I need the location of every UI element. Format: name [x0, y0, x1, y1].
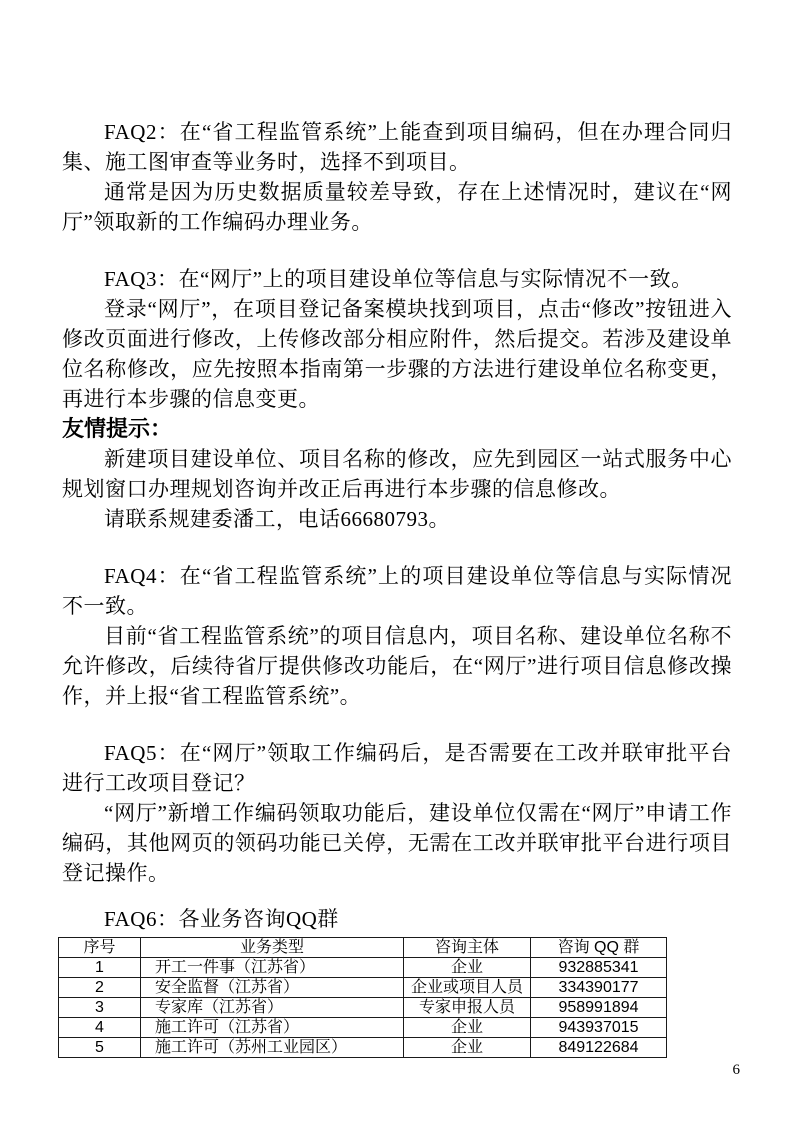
- faq6-heading: FAQ6：各业务咨询QQ群: [104, 907, 339, 931]
- friendly-tip-paragraph-1: 新建项目建设单位、项目名称的修改，应先到园区一站式服务中心规划窗口办理规划咨询并改正后再进行本步骤的信息修改。: [62, 447, 732, 501]
- table-header-row: [59, 938, 667, 958]
- cell-business-type: 专家库（江苏省）: [141, 998, 404, 1018]
- cell-serial: 1: [59, 958, 141, 978]
- table-row: [59, 998, 667, 1018]
- section-spacer: [62, 711, 732, 738]
- cell-consult-subject: 企业: [404, 1038, 531, 1058]
- faq5-answer: “网厅”新增工作编码领取功能后，建设单位仅需在“网厅”申请工作编码，其他网页的领码功能已关停，无需在工改并联审批平台进行项目登记操作。: [62, 801, 732, 885]
- cell-serial: 2: [59, 978, 141, 998]
- cell-qq-group: 334390177: [531, 978, 667, 998]
- table-row: [59, 1038, 667, 1058]
- qq-consult-table: [58, 937, 667, 1058]
- section-spacer: [62, 534, 732, 561]
- cell-serial: 3: [59, 998, 141, 1018]
- cell-qq-group: 943937015: [531, 1018, 667, 1038]
- cell-consult-subject: 专家申报人员: [404, 998, 531, 1018]
- table-header-qq-group: 咨询 QQ 群: [531, 938, 667, 958]
- friendly-tip-paragraph-2: 请联系规建委潘工，电话66680793。: [104, 507, 450, 531]
- cell-consult-subject: 企业或项目人员: [404, 978, 531, 998]
- table-header-consult-subject: 咨询主体: [404, 938, 531, 958]
- cell-qq-group: 932885341: [531, 958, 667, 978]
- page-number: 6: [732, 1062, 740, 1078]
- friendly-tip-heading: 友情提示：: [62, 416, 173, 441]
- faq4-answer: 目前“省工程监管系统”的项目信息内，项目名称、建设单位名称不允许修改，后续待省厅提供修改功能后，在“网厅”进行项目信息修改操作，并上报“省工程监管系统”。: [62, 624, 732, 708]
- faq2-answer: 通常是因为历史数据质量较差导致，存在上述情况时，建议在“网厅”领取新的工作编码办理业务。: [62, 180, 732, 234]
- cell-business-type: 施工许可（江苏省）: [141, 1018, 404, 1038]
- section-spacer: [62, 888, 732, 904]
- faq2-question: FAQ2：在“省工程监管系统”上能查到项目编码，但在办理合同归集、施工图审查等业务时，选择不到项目。: [62, 120, 732, 174]
- cell-business-type: 施工许可（苏州工业园区）: [141, 1038, 404, 1058]
- table-header-serial: 序号: [59, 938, 141, 958]
- table-row: [59, 978, 667, 998]
- faq3-answer: 登录“网厅”，在项目登记备案模块找到项目，点击“修改”按钮进入修改页面进行修改，上传修改部分相应附件，然后提交。若涉及建设单位名称修改，应先按照本指南第一步骤的方法进行建设单位名称变更，再进行本步骤的信息变更。: [62, 297, 732, 411]
- faq5-question: FAQ5：在“网厅”领取工作编码后，是否需要在工改并联审批平台进行工改项目登记？: [62, 741, 732, 795]
- faq3-question: FAQ3：在“网厅”上的项目建设单位等信息与实际情况不一致。: [104, 267, 693, 291]
- cell-business-type: 开工一件事（江苏省）: [141, 958, 404, 978]
- table-row: [59, 1018, 667, 1038]
- cell-consult-subject: 企业: [404, 958, 531, 978]
- section-spacer: [62, 237, 732, 264]
- cell-consult-subject: 企业: [404, 1018, 531, 1038]
- cell-qq-group: 958991894: [531, 998, 667, 1018]
- cell-serial: 4: [59, 1018, 141, 1038]
- table-header-business-type: 业务类型: [141, 938, 404, 958]
- faq4-question: FAQ4：在“省工程监管系统”上的项目建设单位等信息与实际情况不一致。: [62, 564, 732, 618]
- cell-business-type: 安全监督（江苏省）: [141, 978, 404, 998]
- cell-serial: 5: [59, 1038, 141, 1058]
- table-row: [59, 958, 667, 978]
- cell-qq-group: 849122684: [531, 1038, 667, 1058]
